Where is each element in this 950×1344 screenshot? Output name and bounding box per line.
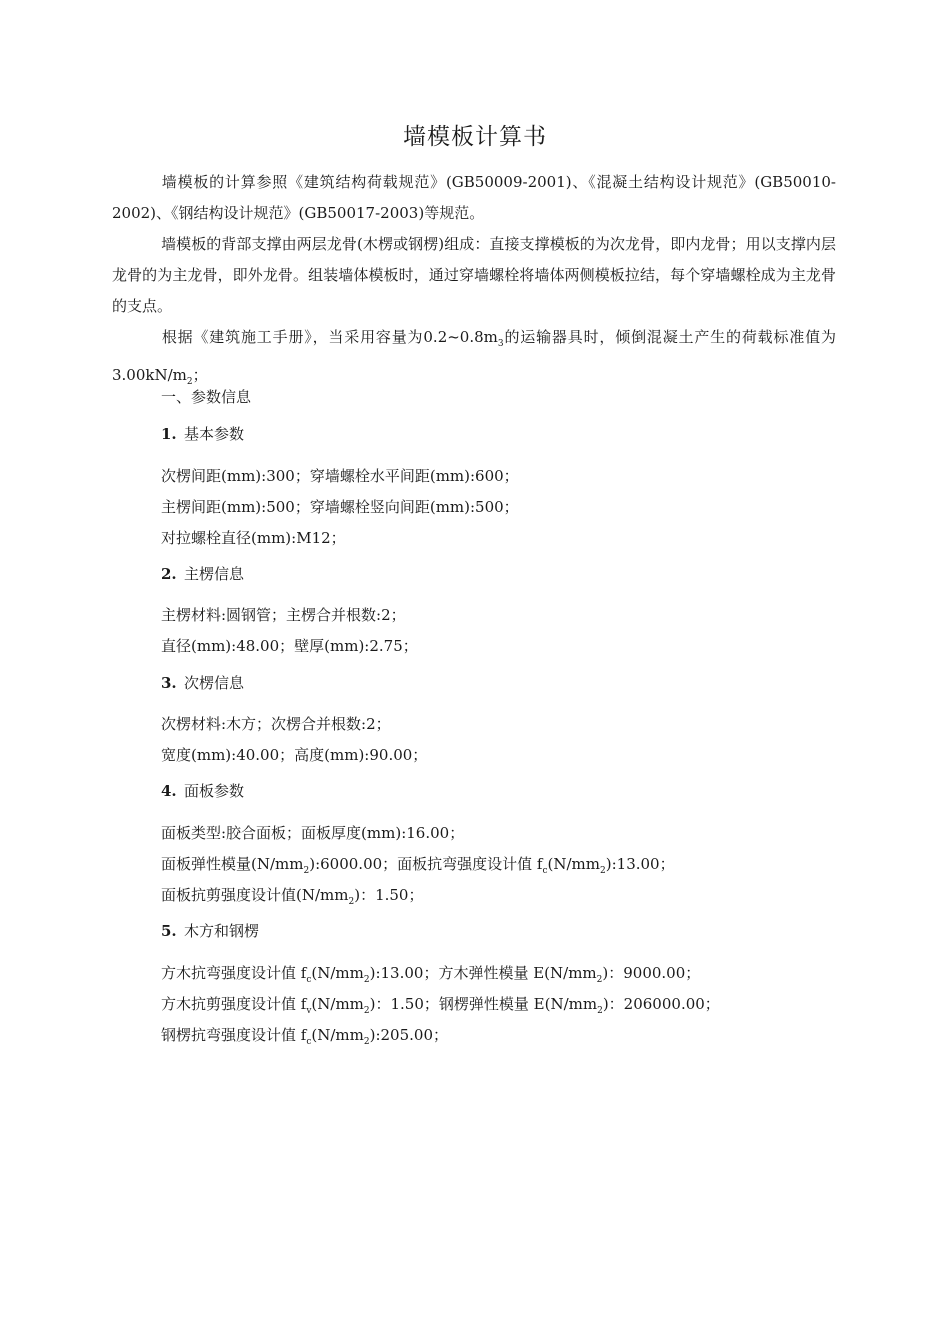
text-part: )：1.50；钢楞弹性模量 E(N/mm: [369, 995, 598, 1013]
text-part: ):6000.00；面板抗弯强度设计值 f: [309, 855, 543, 873]
subsection-heading-5: [161, 920, 259, 942]
intro-text-2: 墙模板的背部支撑由两层龙骨(木楞或钢楞)组成：直接支撑模板的为次龙骨，即内龙骨；用以支撑内层龙骨的为主龙骨，即外龙骨。组装墙体模板时，通过穿墙螺栓将墙体两侧模板拉结，每个穿墙螺栓成为主龙骨的支点。: [112, 235, 836, 315]
superscript-2: 2: [186, 377, 193, 387]
text-part: 方木抗弯强度设计值 f: [161, 964, 307, 982]
subscript: v: [306, 1006, 312, 1016]
subsection-number: 2.: [161, 565, 177, 583]
subsection-number: 5.: [161, 922, 177, 940]
param-line: [161, 993, 720, 1022]
subscript: c: [306, 975, 312, 985]
superscript: 2: [596, 975, 603, 985]
param-line: 直径(mm):48.00；壁厚(mm):2.75；: [161, 637, 418, 655]
intro-paragraph-2: [112, 229, 836, 322]
superscript: 2: [363, 1037, 370, 1047]
document-title: 墙模板计算书: [403, 124, 547, 150]
subsection-heading-4: [161, 780, 244, 802]
superscript: 2: [363, 975, 370, 985]
intro-text-3b: 的运输器具时，倾倒混凝土产生的荷载标准值为3.00kN/m: [112, 328, 836, 384]
param-line: [161, 853, 675, 882]
subsection-heading-2: [161, 563, 244, 585]
param-line: [161, 962, 700, 991]
param-line: 面板类型:胶合面板；面板厚度(mm):16.00；: [161, 824, 465, 842]
intro-text-3c: ；: [192, 366, 208, 384]
param-line: 次楞间距(mm):300；穿墙螺栓水平间距(mm):600；: [161, 467, 519, 485]
text-part: )：206000.00；: [602, 995, 720, 1013]
text-part: )：1.50；: [354, 886, 424, 904]
intro-paragraph-1: [112, 167, 836, 229]
param-line: 主楞材料:圆钢管；主楞合并根数:2；: [161, 606, 406, 624]
subsection-heading-1: [161, 423, 244, 445]
text-part: 面板抗剪强度设计值(N/mm: [161, 886, 349, 904]
text-part: 钢楞抗弯强度设计值 f: [161, 1026, 307, 1044]
param-line: 次楞材料:木方；次楞合并根数:2；: [161, 715, 391, 733]
text-part: )：9000.00；: [602, 964, 701, 982]
intro-text-1: 墙模板的计算参照《建筑结构荷载规范》(GB50009-2001)、《混凝土结构设计规范》(GB50010-2002)、《钢结构设计规范》(GB50017-2003)等规范。: [112, 173, 836, 222]
subsection-title: 面板参数: [184, 782, 245, 800]
text-part: (N/mm: [311, 995, 364, 1013]
superscript: 2: [303, 866, 310, 876]
param-line: [161, 1024, 448, 1053]
text-part: 方木抗剪强度设计值 f: [161, 995, 307, 1013]
param-line: 宽度(mm):40.00；高度(mm):90.00；: [161, 746, 428, 764]
superscript: 2: [363, 1006, 370, 1016]
subscript: c: [542, 866, 548, 876]
subsection-number: 3.: [161, 674, 177, 692]
superscript: 2: [600, 866, 606, 876]
subsection-title: 次楞信息: [184, 674, 245, 692]
subsection-heading-3: [161, 672, 244, 694]
subsection-number: 4.: [161, 782, 177, 800]
param-line: 对拉螺栓直径(mm):M12；: [161, 529, 346, 547]
text-part: (N/mm: [311, 1026, 364, 1044]
param-line: [161, 884, 423, 913]
subsection-title: 主楞信息: [184, 565, 245, 583]
superscript: 2: [348, 897, 355, 907]
text-part: ):13.00；: [605, 855, 675, 873]
intro-text-3a: 根据《建筑施工手册》，当采用容量为0.2~0.8m: [161, 328, 498, 346]
subscript: c: [306, 1037, 312, 1047]
superscript-3: 3: [497, 339, 504, 349]
text-part: ):13.00；方木弹性模量 E(N/mm: [369, 964, 597, 982]
text-part: (N/mm: [547, 855, 601, 873]
text-part: (N/mm: [311, 964, 364, 982]
text-part: 面板弹性模量(N/mm: [161, 855, 304, 873]
section-heading-params: 一、参数信息: [161, 388, 252, 406]
subsection-title: 基本参数: [184, 425, 245, 443]
subsection-title: 木方和钢楞: [184, 922, 260, 940]
subsection-number: 1.: [161, 425, 177, 443]
text-part: ):205.00；: [369, 1026, 448, 1044]
param-line: 主楞间距(mm):500；穿墙螺栓竖向间距(mm):500；: [161, 498, 519, 516]
superscript: 2: [597, 1006, 603, 1016]
